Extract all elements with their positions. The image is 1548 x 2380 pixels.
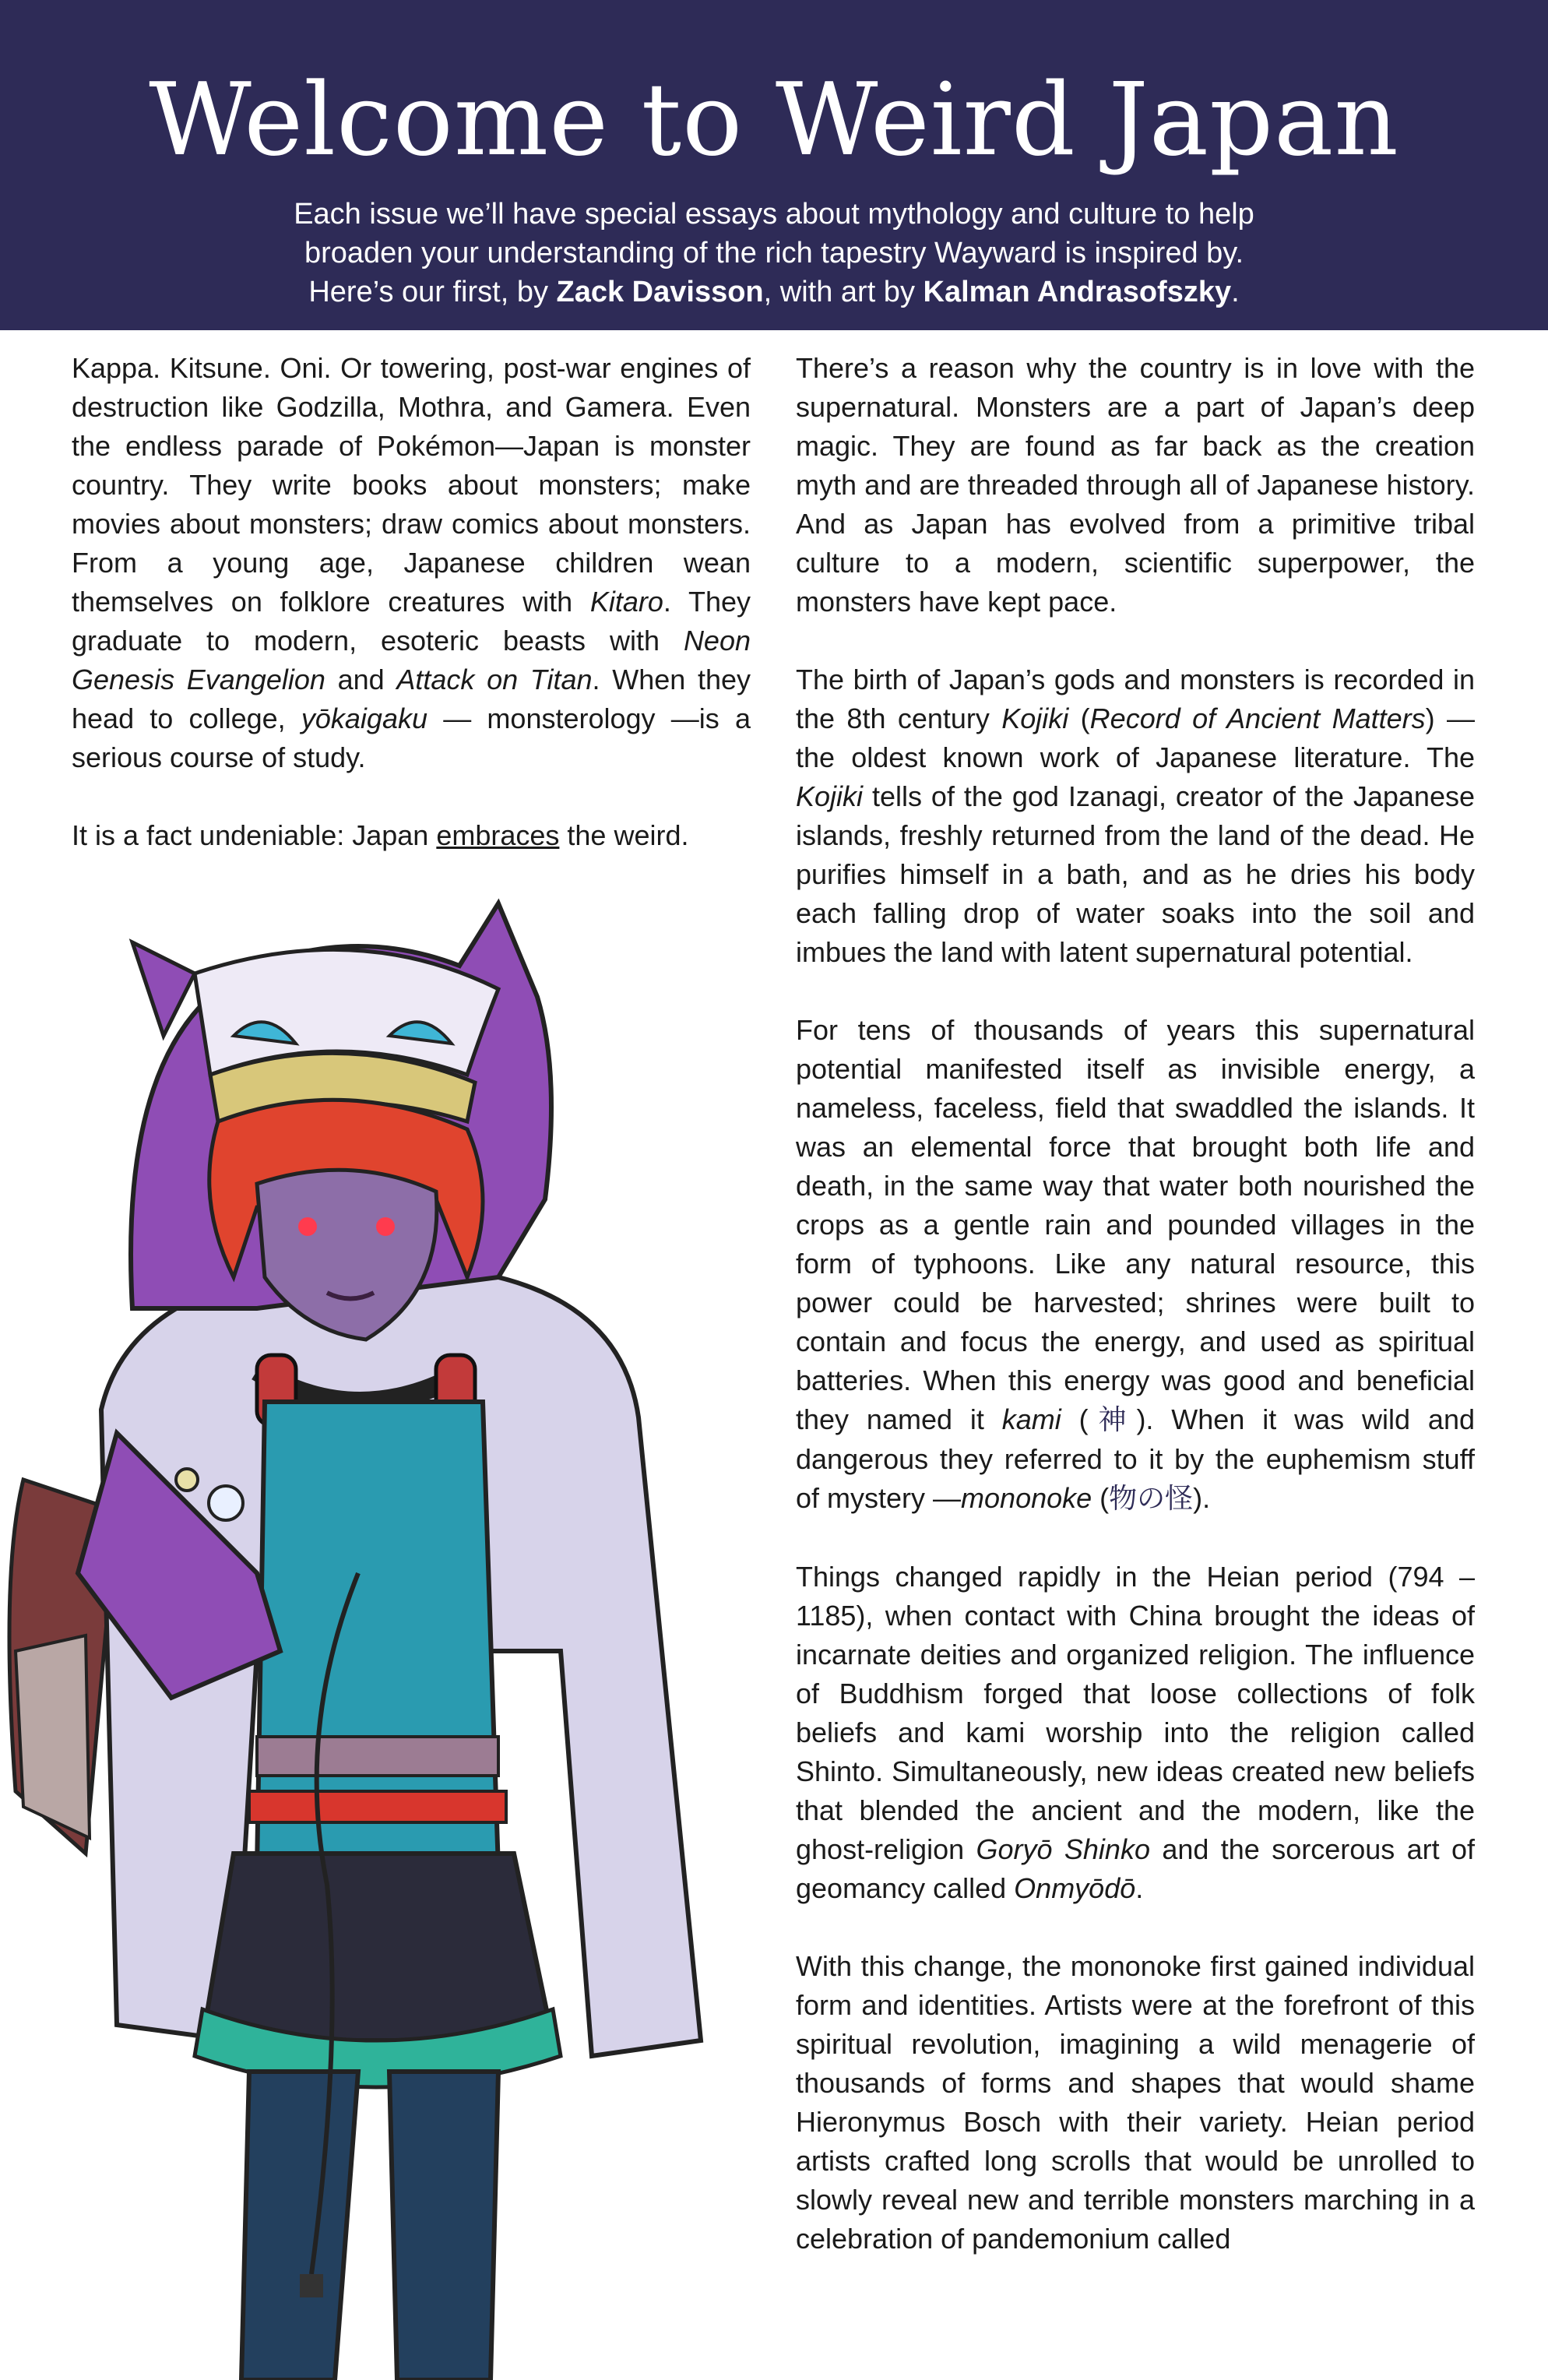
paragraph xyxy=(796,1011,1475,1519)
text-run: It is a fact undeniable: Japan xyxy=(72,819,437,851)
term-onmyodo: Onmyōdō xyxy=(1014,1872,1136,1904)
text-run: ( xyxy=(1092,1482,1110,1514)
text-run: ( xyxy=(1061,1403,1089,1435)
intro-line-1: Each issue we’ll have special essays about mythology and culture to help xyxy=(294,198,1254,231)
title-kitaro: Kitaro xyxy=(589,586,663,618)
title-evangelion: Neon Genesis Evangelion xyxy=(72,625,751,695)
text-run: Things changed rapidly in the Heian period (794 – 1185), when contact with China brought the ideas of incarnate deities and organized religion. The influence of Buddhism forged that loose collections of folk beliefs and kami worship into the religion called Shinto. Simultaneously, new ideas created new beliefs that blended the ancient and the modern, like the ghost-religion xyxy=(796,1561,1475,1865)
right-column xyxy=(796,349,1475,2297)
header-banner xyxy=(0,0,1548,330)
backpack-plaid xyxy=(16,1635,90,1838)
title-kojiki: Kojiki xyxy=(796,780,864,812)
text-run: the weird. xyxy=(559,819,689,851)
author-name: Zack Davisson xyxy=(556,276,764,308)
paragraph xyxy=(72,816,751,855)
intro-text xyxy=(156,195,1392,312)
cord-plug xyxy=(300,2274,323,2297)
kanji-kami: 神 xyxy=(1088,1404,1137,1436)
text-run: . They graduate to modern, esoteric beasts with xyxy=(72,586,751,657)
leg-right xyxy=(389,2072,498,2380)
illustration-hooded-girl xyxy=(0,872,763,2380)
kanji-mononoke: 物の怪 xyxy=(1109,1483,1194,1515)
artist-name: Kalman Andrasofszky xyxy=(923,276,1232,308)
illustration-svg xyxy=(0,872,763,2380)
intro-line-3-pre: Here’s our first, by xyxy=(308,276,557,308)
title-record: Record of Ancient Matters xyxy=(1089,702,1426,734)
text-run: For tens of thousands of years this supernatural potential manifested itself as invisible energy, a nameless, faceless, field that swaddled the islands. It was an elemental force that brought both life and death, in the same way that water both nourished the crops as a gentle rain and pounded villages in the form of typhoons. Like any natural resource, this power could be harvested; shrines were built to contain and focus the energy, and used as spiritual batteries. When this energy was good and beneficial they named it xyxy=(796,1014,1475,1435)
studded-belt xyxy=(257,1737,498,1776)
text-run: ( xyxy=(1068,702,1090,734)
leg-left xyxy=(241,2072,358,2380)
text-run: ). When it was wild and dangerous they referred to it by the euphemism stuff of mystery — xyxy=(796,1403,1475,1514)
text-run: ) —the oldest known work of Japanese literature. The xyxy=(796,702,1476,773)
term-goryo-shinko: Goryō Shinko xyxy=(976,1833,1150,1865)
paragraph xyxy=(796,1558,1475,1908)
text-run: The birth of Japan’s gods and monsters is recorded in the 8th century xyxy=(796,664,1475,734)
intro-line-2: broaden your understanding of the rich tapestry Wayward is inspired by. xyxy=(304,237,1244,269)
intro-line-3-end: . xyxy=(1231,276,1240,308)
paragraph xyxy=(72,349,751,777)
text-run: and the sorcerous art of geomancy called xyxy=(796,1833,1476,1904)
text-run: . xyxy=(1135,1872,1144,1904)
underlined-word: embraces xyxy=(436,819,560,851)
left-column xyxy=(72,349,751,894)
title-attack-on-titan: Attack on Titan xyxy=(396,664,593,695)
term-kami: kami xyxy=(1001,1403,1061,1435)
pin-badge xyxy=(176,1469,198,1491)
title-kojiki: Kojiki xyxy=(1001,702,1069,734)
paragraph xyxy=(796,660,1475,972)
page-title: Welcome to Weird Japan xyxy=(149,62,1399,178)
pin-badge xyxy=(209,1486,243,1520)
eye-left xyxy=(298,1217,317,1236)
paragraph: With this change, the mononoke first gained individual form and identities. Artists were at the forefront of this spiritual revolution, imagining a wild menagerie of thousands of forms and shapes that would shame Hieronymus Bosch with their variety. Heian period artists crafted long scrolls that would be unrolled to slowly reveal new and terrible monsters marching in a celebration of pandemonium called xyxy=(796,1950,1475,2255)
term-mononoke: mononoke xyxy=(961,1482,1092,1514)
eye-right xyxy=(376,1217,395,1236)
text-run: and xyxy=(325,664,397,695)
term-yokaigaku: yōkaigaku xyxy=(301,702,427,734)
text-run: Kappa. Kitsune. Oni. Or towering, post-war engines of destruction like Godzilla, Mothra, and Gamera. Even the endless parade of Pokémon—Japan is monster country. They write books about monsters; make movies about monsters; draw comics about monsters. From a young age, Japanese children wean themselves on folklore creatures with xyxy=(72,352,751,618)
red-belt xyxy=(249,1791,506,1822)
text-run: tells of the god Izanagi, creator of the Japanese islands, freshly returned from the land of the dead. He purifies himself in a bath, and as he dries his body each falling drop of water soaks into the soil and imbues the land with latent supernatural potential. xyxy=(796,780,1475,968)
paragraph: There’s a reason why the country is in love with the supernatural. Monsters are a part of Japan’s deep magic. They are found as far back as the creation myth and are threaded through all of Japanese history. And as Japan has evolved from a primitive tribal culture to a modern, scientific superpower, the monsters have kept pace. xyxy=(796,352,1475,618)
text-run: . When they head to college, xyxy=(72,664,751,734)
text-run: — monsterology —is a serious course of study. xyxy=(72,702,751,773)
intro-line-3-mid: , with art by xyxy=(763,276,924,308)
skirt xyxy=(202,1854,553,2040)
text-run: ). xyxy=(1193,1482,1211,1514)
